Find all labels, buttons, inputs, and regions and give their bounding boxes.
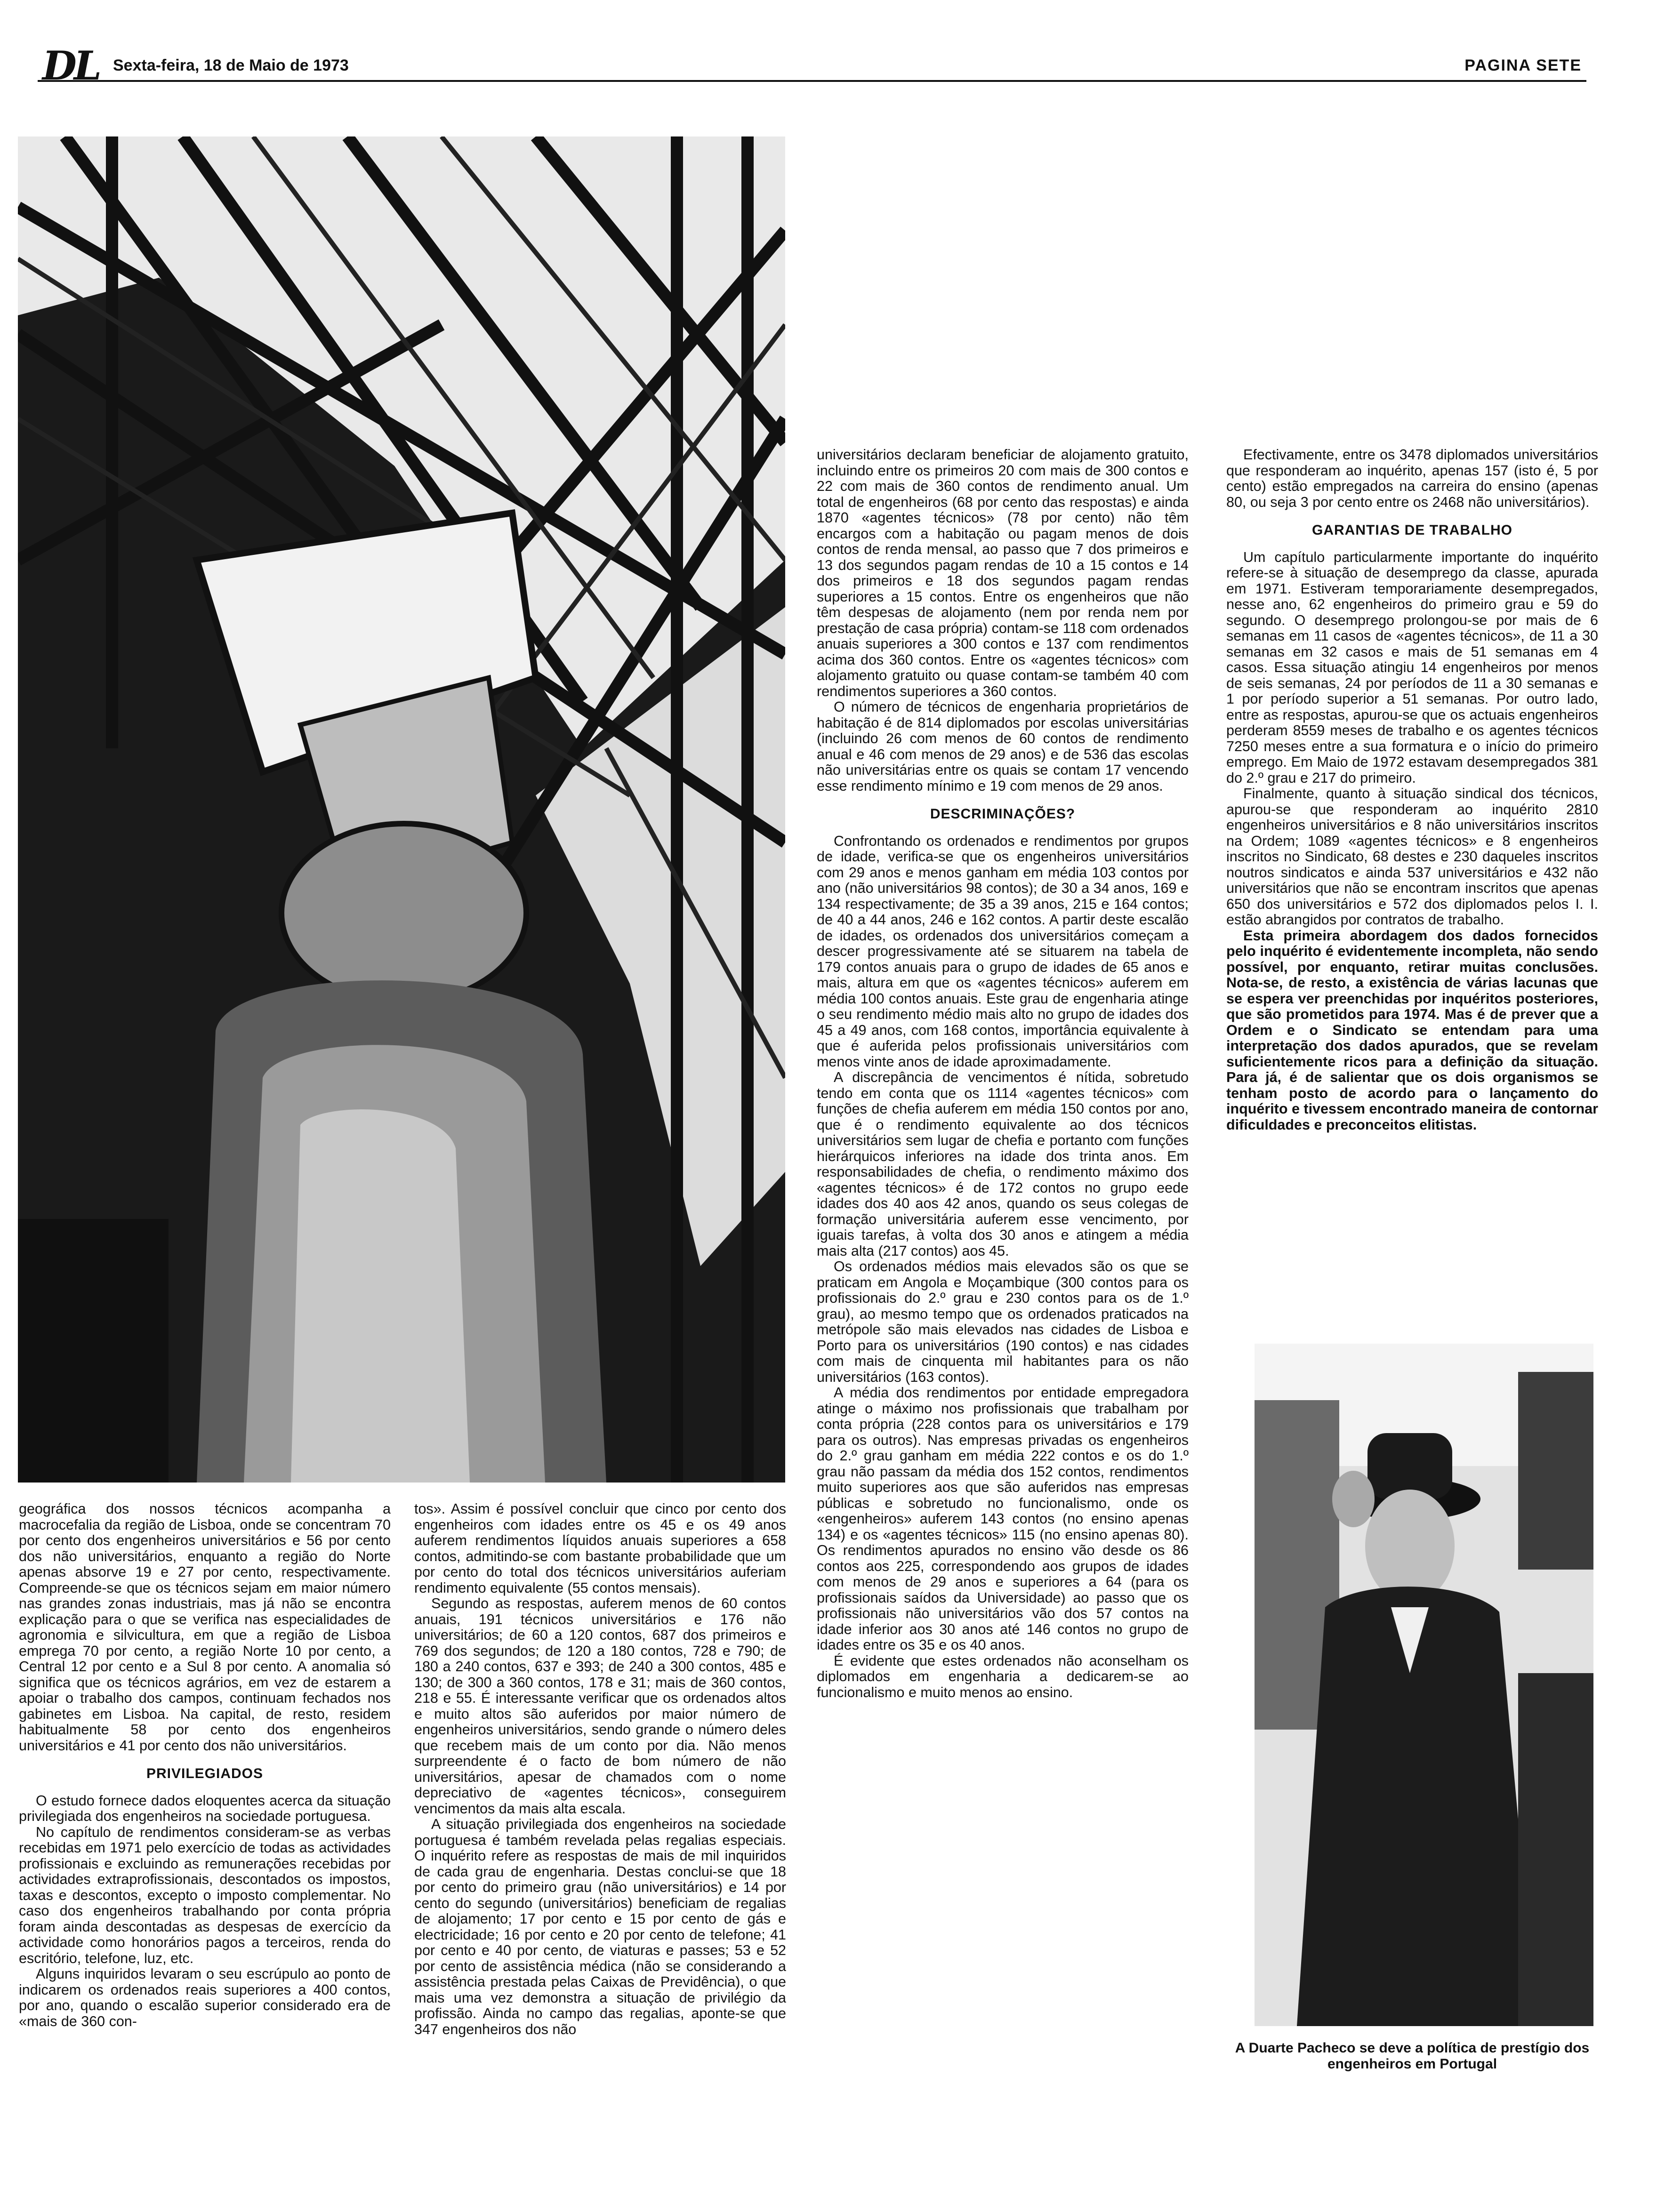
issue-date: Sexta-feira, 18 de Maio de 1973	[113, 56, 349, 74]
paragraph: Segundo as respostas, auferem menos de 60 contos anuais, 191 técnicos universitários e 176 não universitários; de 60 a 120 contos, 687 dos primeiros e 769 dos segundos; de 120 a 180 contos, 728 e 790; de 180 a 240 contos, 637 e 393; de 240 a 300 contos, 485 e 130; de 300 a 360 contos, 178 e 31; mais de 360 contos, 218 e 55. É interessante verificar que os ordenados altos e muito altos são auferidos por maior número de engenheiros universitários, sendo grande o número deles que recebem mais de um conto por dia. Não menos surpreendente é o facto de bom número de não universitários, apesar de chamados com o nome depreciativo de «agentes técnicos», conseguirem vencimentos da mais alta escala.	[414, 1595, 786, 1817]
duarte-pacheco-photo	[1255, 1344, 1593, 2026]
article-column-4	[1226, 447, 1598, 1133]
paragraph: Finalmente, quanto à situação sindical dos técnicos, apurou-se que responderam ao inquérito 2810 engenheiros universitários e 8 não universitários inscritos na Ordem; 1089 «agentes técnicos» e 8 engenheiros inscritos no Sindicato, 68 destes e 230 daqueles inscritos noutros sindicatos e ainda 537 universitários e 432 não universitários que não se encontram inscritos que apenas 650 dos universitários e 572 dos diplomados pelos I. I. estão abrangidos por contratos de trabalho.	[1226, 785, 1598, 928]
section-heading-garantias: GARANTIAS DE TRABALHO	[1312, 522, 1512, 538]
article-column-3	[817, 447, 1189, 1700]
paragraph: A situação privilegiada dos engenheiros na sociedade portuguesa é também revelada pelas regalias especiais. O inquérito refere as respostas de mais de mil inquiridos de cada grau de engenharia. Destas conclui-se que 18 por cento do primeiro grau (não universitários) e 14 por cento do segundo (universitários) beneficiam de regalias de alojamento; 17 por cento e 15 por cento de gás e electricidade; 16 por cento e 20 por cento de telefone; 41 por cento e 40 por cento, de viaturas e passes; 53 e 52 por cento de assistência médica (não se considerando a assistência prestada pelas Caixas de Previdência), o que mais uma vez demonstra a situação de privilégio da profissão. Ainda no campo das regalias, aponte-se que 347 engenheiros dos não	[414, 1816, 786, 2037]
paragraph: geográfica dos nossos técnicos acompanha a macrocefalia da região de Lisboa, onde se concentram 70 por cento dos engenheiros universitários e 56 por cento dos não universitários, enquanto a região do Norte apenas absorve 19 e 27 por cento, respectivamente. Compreende-se que os técnicos sejam em maior número nas grandes zonas industriais, mas já não se encontra explicação para o que se verifica nas especialidades de agronomia e silvicultura, em que a região de Lisboa emprega 70 por cento, a região Norte 10 por cento, a Central 12 por cento e a Sul 8 por cento. A anomalia só significa que os técnicos agrários, em vez de estarem a apoiar o trabalho dos campos, continuam fechados nos gabinetes em Lisboa. Na capital, de resto, residem habitualmente 58 por cento dos engenheiros universitários e 41 por cento dos não universitários.	[19, 1501, 391, 1754]
page-number: PAGINA SETE	[1464, 56, 1582, 74]
masthead	[38, 42, 1586, 89]
paragraph: Alguns inquiridos levaram o seu escrúpulo ao ponto de indicarem os ordenados reais superiores a 400 contos, por ano, quando o escalão superior considerado era de «mais de 360 con-	[19, 1966, 391, 2029]
section-heading-descriminacoes: DESCRIMINAÇÕES?	[930, 806, 1076, 822]
paragraph: A média dos rendimentos por entidade empregadora atinge o máximo nos profissionais que trabalham por conta própria (228 contos para os universitários e 179 para os outros). Nas empresas privadas os engenheiros do 2.º grau ganham em média 222 contos e os do 1.º grau não passam da média dos 152 contos, rendimentos muito superiores aos que são auferidos nas empresas públicas e sobretudo no funcionalismo, onde os «engenheiros» auferem 143 contos (no ensino apenas 134) e os «agentes técnicos» 115 (no ensino apenas 80). Os rendimentos apurados no ensino vão desde os 86 contos aos 225, correspondendo aos grupos de idades com menos de 29 anos e superiores a 64 (para os profissionais saídos da Universidade) ao passo que os profissionais não universitários vão dos 57 contos na idade inferior aos 30 anos até 146 contos no grupo de idades entre os 35 e os 40 anos.	[817, 1385, 1189, 1653]
paragraph: O número de técnicos de engenharia proprietários de habitação é de 814 diplomados por escolas universitárias (incluindo 26 com menos de 60 contos de rendimento anual e 46 com menos de 29 anos) e de 536 das escolas não universitárias entre os quais se contam 17 vencendo esse rendimento mínimo e 19 com menos de 29 anos.	[817, 699, 1189, 794]
closing-paragraph: Esta primeira abordagem dos dados fornecidos pelo inquérito é evidentemente incompleta, não sendo possível, por enquanto, retirar muitas conclusões. Nota-se, de resto, a existência de várias lacunas que se espera ver preenchidas por inquéritos posteriores, que são prometidos para 1974. Mas é de prever que a Ordem e o Sindicato se entendam para uma interpretação dos dados apurados, que se revelam suficientemente ricos para a definição da situação. Para já, é de salientar que os dois organismos se tenham posto de acordo para o lançamento do inquérito e tivessem encontrado maneira de contornar dificuldades e preconceitos elitistas.	[1226, 927, 1598, 1133]
paragraph: A discrepância de vencimentos é nítida, sobretudo tendo em conta que os 1114 «agentes técnicos» com funções de chefia auferem em média 150 contos por ano, que é o rendimento equivalente ao dos técnicos universitários sem lugar de chefia e portanto com funções hierárquicos inferiores na idade dos trinta anos. Em responsabilidades de chefia, o rendimento máximo dos «agentes técnicos» é de 172 contos no grupo eede idades dos 40 aos 42 anos, quando os seus colegas de formação universitária auferem esse vencimento, por iguais tarefas, à volta dos 30 anos e atingem a média mais alta (217 contos) aos 45.	[817, 1069, 1189, 1259]
section-heading-privilegiados: PRIVILEGIADOS	[146, 1766, 264, 1781]
paragraph: Um capítulo particularmente importante do inquérito refere-se à situação de desemprego da classe, apurada em 1971. Estiveram temporariamente desempregados, nesse ano, 62 engenheiros do primeiro grau e 59 do segundo. O desemprego prolongou-se por mais de 6 semanas em 11 casos de «agentes técnicos», de 11 a 30 semanas em 32 casos e mais de 51 semanas em 4 casos. Essa situação atingiu 14 engenheiros por menos de seis semanas, 24 por períodos de 11 a 30 semanas e 1 por período superior a 51 semanas. Por outro lado, entre as respostas, apurou-se que os actuais engenheiros perderam 8559 meses de trabalho e os agentes técnicos 7250 meses entre a sua formatura e o início do primeiro emprego. Em Maio de 1972 estavam desempregados 381 do 2.º grau e 217 do primeiro.	[1226, 549, 1598, 786]
paragraph: O estudo fornece dados eloquentes acerca da situação privilegiada dos engenheiros na sociedade portuguesa.	[19, 1792, 391, 1824]
article-column-2	[414, 1501, 786, 2037]
paragraph: No capítulo de rendimentos consideram-se as verbas recebidas em 1971 pelo exercício de todas as actividades profissionais e excluindo as remunerações recebidas por actividades extraprofissionais, descontados os impostos, taxas e descontos, excepto o imposto complementar. No caso dos engenheiros trabalhando por conta própria foram ainda descontadas as despesas de exercício da actividade como honorários pagos a terceiros, renda do escritório, telefone, luz, etc.	[19, 1824, 391, 1966]
paragraph: tos». Assim é possível concluir que cinco por cento dos engenheiros com idades entre os 45 e os 49 anos auferem rendimentos líquidos anuais superiores a 658 contos, admitindo-se com bastante probabilidade que um por cento do total dos técnicos universitários auferiam rendimento equivalente (55 contos mensais).	[414, 1501, 786, 1596]
newspaper-logo: DL	[42, 42, 99, 89]
industrial-structure-photo	[18, 136, 785, 1483]
photo-caption: A Duarte Pacheco se deve a política de prestígio dos engenheiros em Portugal	[1235, 2040, 1590, 2072]
paragraph: universitários declaram beneficiar de alojamento gratuito, incluindo entre os primeiros 20 com mais de 300 contos e 22 com mais de 360 contos de rendimento anual. Um total de engenheiros (68 por cento das respostas) e ainda 1870 «agentes técnicos» (78 por cento) não têm encargos com a habitação ou pagam menos de dois contos de renda mensal, ao passo que 7 dos primeiros e 13 dos segundos pagam rendas de 10 a 15 contos e 14 dos primeiros e 18 dos segundos pagam rendas superiores a 15 contos. Entre os engenheiros que não têm despesas de alojamento (nem por renda nem por prestação de casa própria) contam-se 118 com ordenados anuais superiores a 300 contos e 137 com rendimentos acima dos 360 contos. Entre os «agentes técnicos» com alojamento gratuito ou quase contam-se também 40 com rendimentos superiores a 360 contos.	[817, 447, 1189, 699]
paragraph: Confrontando os ordenados e rendimentos por grupos de idade, verifica-se que os engenheiros universitários com 29 anos e menos ganham em média 103 contos por ano (não universitários 98 contos); de 30 a 34 anos, 169 e 134 respectivamente; de 35 a 39 anos, 215 e 164 contos; de 40 a 44 anos, 246 e 162 contos. A partir deste escalão de idades, os ordenados dos universitários começam a descer progressivamente até se situarem na tabela de 179 contos anuais para o grupo de idades de 65 anos e mais, altura em que os «agentes técnicos» auferem em média 100 contos anuais. Este grau de engenharia atinge o seu rendimento médio mais alto no grupo de idades dos 45 a 49 anos, com 168 contos, importância equivalente à que é auferida pelos profissionais universitários com menos vinte anos de idade aproximadamente.	[817, 833, 1189, 1070]
paragraph: Os ordenados médios mais elevados são os que se praticam em Angola e Moçambique (300 contos para os profissionais do 2.º grau e 230 contos para os de 1.º grau), ao mesmo tempo que os ordenados praticados na metrópole são mais elevados nas cidades de Lisboa e Porto para os universitários (190 contos) e nas cidades com mais de cinquenta mil habitantes para os não universitários (163 contos).	[817, 1258, 1189, 1385]
paragraph: Efectivamente, entre os 3478 diplomados universitários que responderam ao inquérito, apenas 157 (isto é, 5 por cento) estão empregados na carreira do ensino (apenas 80, ou seja 3 por cento entre os 2468 não universitários).	[1226, 447, 1598, 510]
article-column-1	[19, 1501, 391, 2029]
paragraph: É evidente que estes ordenados não aconselham os diplomados em engenharia a dedicarem-se ao funcionalismo e muito menos ao ensino.	[817, 1652, 1189, 1700]
